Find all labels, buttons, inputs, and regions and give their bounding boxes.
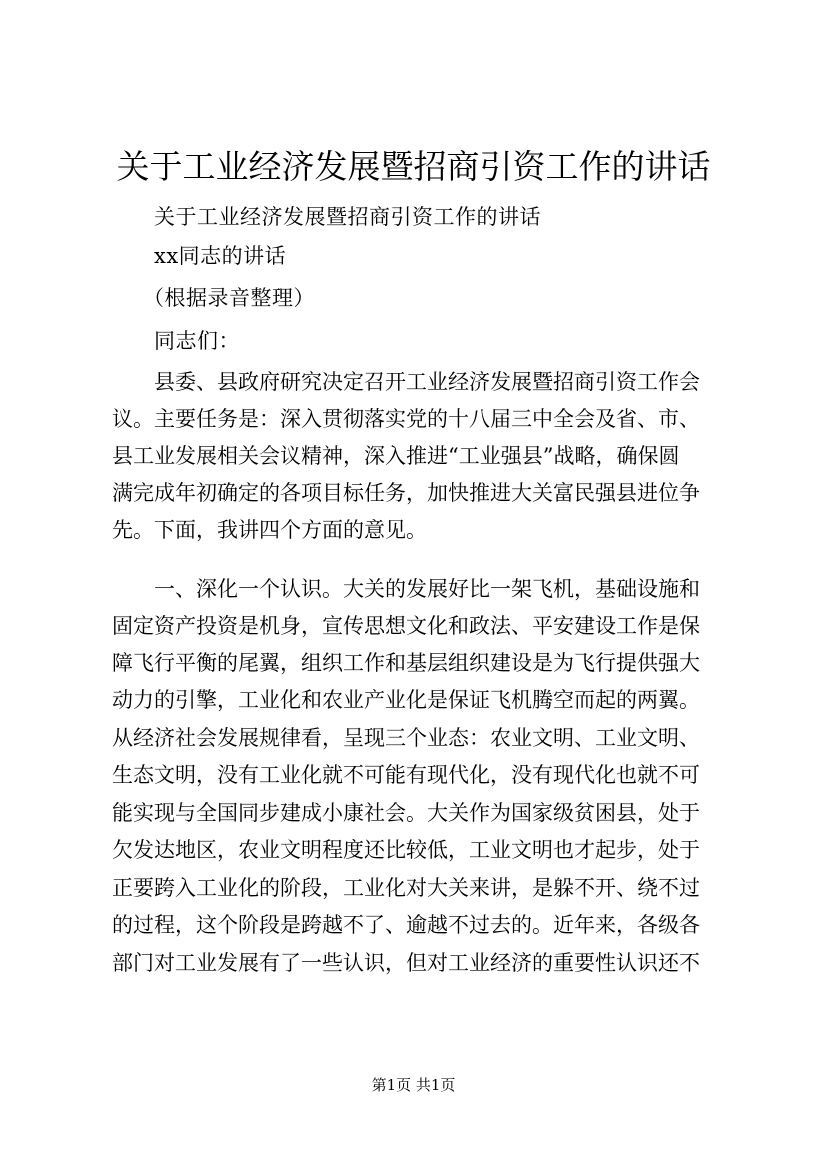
recording-note: （根据录音整理） — [143, 286, 315, 310]
document-subtitle: 关于工业经济发展暨招商引资工作的讲话 — [154, 205, 541, 229]
document-title: 关于工业经济发展暨招商引资工作的讲话 — [116, 147, 711, 186]
paragraph-line: 正要跨入工业化的阶段，工业化对大关来讲，是躲不开、绕不过 — [112, 876, 700, 900]
page-footer: 第1页 共1页 — [371, 1076, 456, 1094]
paragraph-line: 能实现与全国同步建成小康社会。大关作为国家级贫困县，处于 — [112, 801, 700, 825]
paragraph-line: 从经济社会发展规律看，呈现三个业态：农业文明、工业文明、 — [112, 726, 700, 750]
speaker-line: xx同志的讲话 — [154, 244, 287, 268]
paragraph-line: 县委、县政府研究决定召开工业经济发展暨招商引资工作会 — [154, 370, 700, 394]
paragraph-line: 生态文明，没有工业化就不可能有现代化，没有现代化也就不可 — [112, 763, 700, 787]
paragraph-line: 一、深化一个认识。大关的发展好比一架飞机，基础设施和 — [154, 577, 700, 601]
paragraph-line: 障飞行平衡的尾翼，组织工作和基层组织建设是为飞行提供强大 — [112, 651, 700, 675]
paragraph-line: 县工业发展相关会议精神，深入推进“工业强县”战略，确保圆 — [112, 444, 680, 468]
paragraph-line: 部门对工业发展有了一些认识，但对工业经济的重要性认识还不 — [112, 951, 700, 975]
paragraph-line: 的过程，这个阶段是跨越不了、逾越不过去的。近年来，各级各 — [112, 913, 700, 937]
paragraph-line: 动力的引擎，工业化和农业产业化是保证飞机腾空而起的两翼。 — [112, 688, 700, 712]
paragraph-line: 先。下面，我讲四个方面的意见。 — [112, 518, 427, 542]
paragraph-line: 议。主要任务是：深入贯彻落实党的十八届三中全会及省、市、 — [112, 407, 700, 431]
paragraph-line: 满完成年初确定的各项目标任务，加快推进大关富民强县进位争 — [112, 481, 700, 505]
salutation: 同志们： — [154, 329, 240, 353]
paragraph-line: 欠发达地区，农业文明程度还比较低，工业文明也才起步，处于 — [112, 838, 700, 862]
paragraph-line: 固定资产投资是机身，宣传思想文化和政法、平安建设工作是保 — [112, 614, 700, 638]
